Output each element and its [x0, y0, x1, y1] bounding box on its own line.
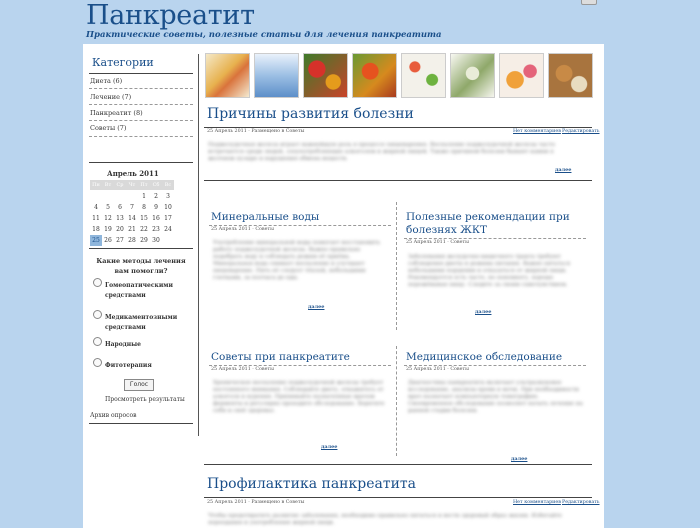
column-separator: [198, 54, 199, 436]
divider: [89, 162, 193, 163]
poll-option-label: Медикаментозными средствами: [105, 314, 178, 331]
calendar-weekday: Пт: [138, 180, 150, 190]
read-more-link[interactable]: далее: [308, 304, 325, 310]
calendar-day[interactable]: 22: [140, 226, 148, 233]
poll-option-label: Фитотерапия: [105, 362, 152, 369]
herbs-image[interactable]: [450, 53, 495, 98]
calendar-weekday: Вс: [162, 180, 174, 190]
divider: [404, 365, 586, 366]
salad-bowls-image[interactable]: [401, 53, 446, 98]
poll-option[interactable]: [93, 337, 181, 350]
calendar-day[interactable]: 27: [116, 237, 124, 244]
post-excerpt: Употребление минеральной воды помогает восстановить работу поджелудочной железы. Важно правильно подобрать воду и соблюдать режим её приёма. Минеральная вода снимает воспаление и улучшает пищеварение. Пить её следует тёплой, небольшими глотками, за полчаса до еды.: [213, 240, 381, 281]
calendar-day[interactable]: 4: [94, 204, 98, 211]
calendar-day[interactable]: 2: [154, 193, 158, 200]
comments-link[interactable]: Нет комментариев: [513, 500, 561, 505]
poll-option[interactable]: [93, 278, 181, 301]
post-title[interactable]: Медицинское обследование: [406, 351, 563, 363]
calendar-day[interactable]: 23: [152, 226, 160, 233]
calendar-day[interactable]: 5: [106, 204, 110, 211]
read-more-link[interactable]: далее: [475, 309, 492, 315]
calendar-day[interactable]: 24: [164, 226, 172, 233]
edit-link[interactable]: Редактировать: [562, 129, 600, 134]
category-link[interactable]: Лечение (7): [90, 93, 132, 101]
calendar-day[interactable]: 14: [128, 215, 136, 222]
post-meta: 25 Апрель 2011 · Советы: [211, 227, 274, 232]
poll-option-label: Гомеопатическими средствами: [105, 282, 173, 299]
post-title[interactable]: Минеральные воды: [211, 211, 320, 223]
calendar-weekday: Ср: [114, 180, 126, 190]
category-link[interactable]: Панкреатит (8): [90, 109, 143, 117]
poll-option-label: Народные: [105, 341, 141, 348]
post-meta: 25 Апрель 2011 · Советы: [211, 367, 274, 372]
vegetables-basket-image[interactable]: [352, 53, 397, 98]
calendar-day[interactable]: 29: [140, 237, 148, 244]
post-meta: 25 Апрель 2011 · Советы: [406, 240, 469, 245]
calendar-day[interactable]: 16: [152, 215, 160, 222]
post-meta: 25 Апрель 2011 · Размещено в Советы: [207, 129, 305, 134]
divider: [89, 73, 193, 74]
divider: [404, 238, 586, 239]
category-link[interactable]: Советы (7): [90, 124, 127, 132]
site-title[interactable]: Панкреатит: [86, 0, 255, 31]
page-body: [83, 44, 604, 528]
calendar-day[interactable]: 18: [92, 226, 100, 233]
radio-button[interactable]: [93, 337, 102, 346]
sidebar: [83, 44, 195, 528]
post-title[interactable]: Советы при панкреатите: [211, 351, 350, 363]
calendar-day[interactable]: 28: [128, 237, 136, 244]
poll-results-link[interactable]: Просмотреть результаты: [105, 396, 185, 403]
calendar-day[interactable]: 11: [92, 215, 100, 222]
calendar-day: [102, 191, 114, 202]
divider: [89, 136, 193, 137]
juice-fruit-image[interactable]: [499, 53, 544, 98]
read-more-link[interactable]: далее: [321, 444, 338, 450]
site-tagline: Практические советы, полезные статьи для лечения панкреатита: [86, 30, 442, 40]
calendar-day[interactable]: 10: [164, 204, 172, 211]
calendar-day[interactable]: 7: [130, 204, 134, 211]
column-divider: [396, 202, 397, 330]
calendar-day[interactable]: 13: [116, 215, 124, 222]
vegetables-image[interactable]: [303, 53, 348, 98]
radio-button[interactable]: [93, 358, 102, 367]
divider: [209, 365, 391, 366]
divider: [89, 423, 193, 424]
calendar-weekday: Пн: [90, 180, 102, 190]
calendar-day[interactable]: 15: [140, 215, 148, 222]
poll-option[interactable]: [93, 358, 181, 371]
poll-archive-link[interactable]: Архив опросов: [90, 412, 137, 419]
edit-link[interactable]: Редактировать: [562, 500, 600, 505]
post-excerpt: Чтобы предотвратить развитие заболевания, необходимо правильно питаться и вести здоровый образ жизни. Избегайте переедания и употребления жирной пищи.: [208, 513, 562, 526]
rss-icon[interactable]: [581, 0, 597, 5]
calendar-day[interactable]: 12: [104, 215, 112, 222]
column-divider: [396, 346, 397, 456]
divider: [89, 120, 193, 121]
post-excerpt: Хроническое воспаление поджелудочной железы требует постоянного внимания. Соблюдайте диету, откажитесь от алкоголя и курения. Принимайте назначенные врачом ферменты и регулярно проходите обследование. Берегите себя и своё здоровье.: [213, 380, 385, 414]
calendar-weekday: Чт: [126, 180, 138, 190]
radio-button[interactable]: [93, 278, 102, 287]
post-title[interactable]: Профилактика панкреатита: [207, 476, 417, 492]
calendar-day[interactable]: 26: [104, 237, 112, 244]
calendar-day[interactable]: 1: [142, 193, 146, 200]
poll-question: Какие методы лечения вам помогли?: [96, 257, 186, 275]
divider: [204, 497, 592, 498]
post-excerpt: Заболевания желудочно-кишечного тракта требуют соблюдения диеты и режима питания. Важно питаться небольшими порциями и отказаться от жирной пищи. Рекомендуется есть часто, но понемногу, хорошо пережёвывая пищу. Следите за своим самочувствием.: [408, 254, 571, 288]
divider: [89, 88, 193, 89]
calendar-day: [114, 191, 126, 202]
read-more-link[interactable]: далее: [555, 167, 572, 173]
read-more-link[interactable]: далее: [511, 456, 528, 462]
water-glass-image[interactable]: [254, 53, 299, 98]
calendar-weekday: Вт: [102, 180, 114, 190]
calendar-day[interactable]: 9: [154, 204, 158, 211]
divider: [89, 104, 193, 105]
grains-image[interactable]: [548, 53, 593, 98]
calendar-day[interactable]: 30: [152, 237, 160, 244]
post-title[interactable]: Полезные рекомендации при болезнях ЖКТ: [406, 211, 570, 236]
post-title[interactable]: Причины развития болезни: [207, 106, 414, 122]
post-meta: 25 Апрель 2011 · Советы: [406, 367, 469, 372]
post-excerpt: Поджелудочная железа играет важнейшую роль в процессе пищеварения. Воспаление поджелудочной железы часто встречается среди людей, злоупотребляющих алкоголем и жирной пищей. Также причиной болезни бывают камни в желчном пузыре и нарушения обмена веществ.: [208, 142, 556, 162]
calendar-day[interactable]: 21: [128, 226, 136, 233]
divider: [209, 225, 391, 226]
comments-link[interactable]: Нет комментариев: [513, 129, 561, 134]
calendar-title: Апрель 2011: [107, 169, 159, 178]
calendar-day[interactable]: 17: [164, 215, 172, 222]
calendar-day[interactable]: 6: [118, 204, 122, 211]
divider: [204, 180, 592, 181]
divider: [204, 127, 592, 128]
calendar-day: [162, 235, 174, 246]
divider: [204, 464, 592, 465]
calendar-day: [90, 191, 102, 202]
radio-button[interactable]: [93, 310, 102, 319]
calendar-day[interactable]: 20: [116, 226, 124, 233]
pancreas-anatomy-image[interactable]: [205, 53, 250, 98]
calendar-day[interactable]: 3: [166, 193, 170, 200]
calendar-day[interactable]: 19: [104, 226, 112, 233]
divider: [89, 248, 193, 249]
calendar-day: [126, 191, 138, 202]
poll-option[interactable]: [93, 310, 181, 333]
vote-button[interactable]: Голос: [124, 379, 154, 391]
calendar-weekday: Сб: [150, 180, 162, 190]
calendar-grid: [90, 180, 178, 246]
post-meta: 25 Апрель 2011 · Размещено в Советы: [207, 500, 305, 505]
calendar-today[interactable]: 25: [90, 235, 102, 246]
calendar-day[interactable]: 8: [142, 204, 146, 211]
post-excerpt: Диагностика панкреатита включает ультразвуковое исследование, анализы крови и мочи. При необходимости врач назначает компьютерную томографию. Своевременное обследование позволяет начать лечение на ранней стадии болезни.: [408, 380, 583, 414]
categories-heading: Категории: [92, 56, 154, 69]
category-link[interactable]: Диета (6): [90, 77, 123, 85]
